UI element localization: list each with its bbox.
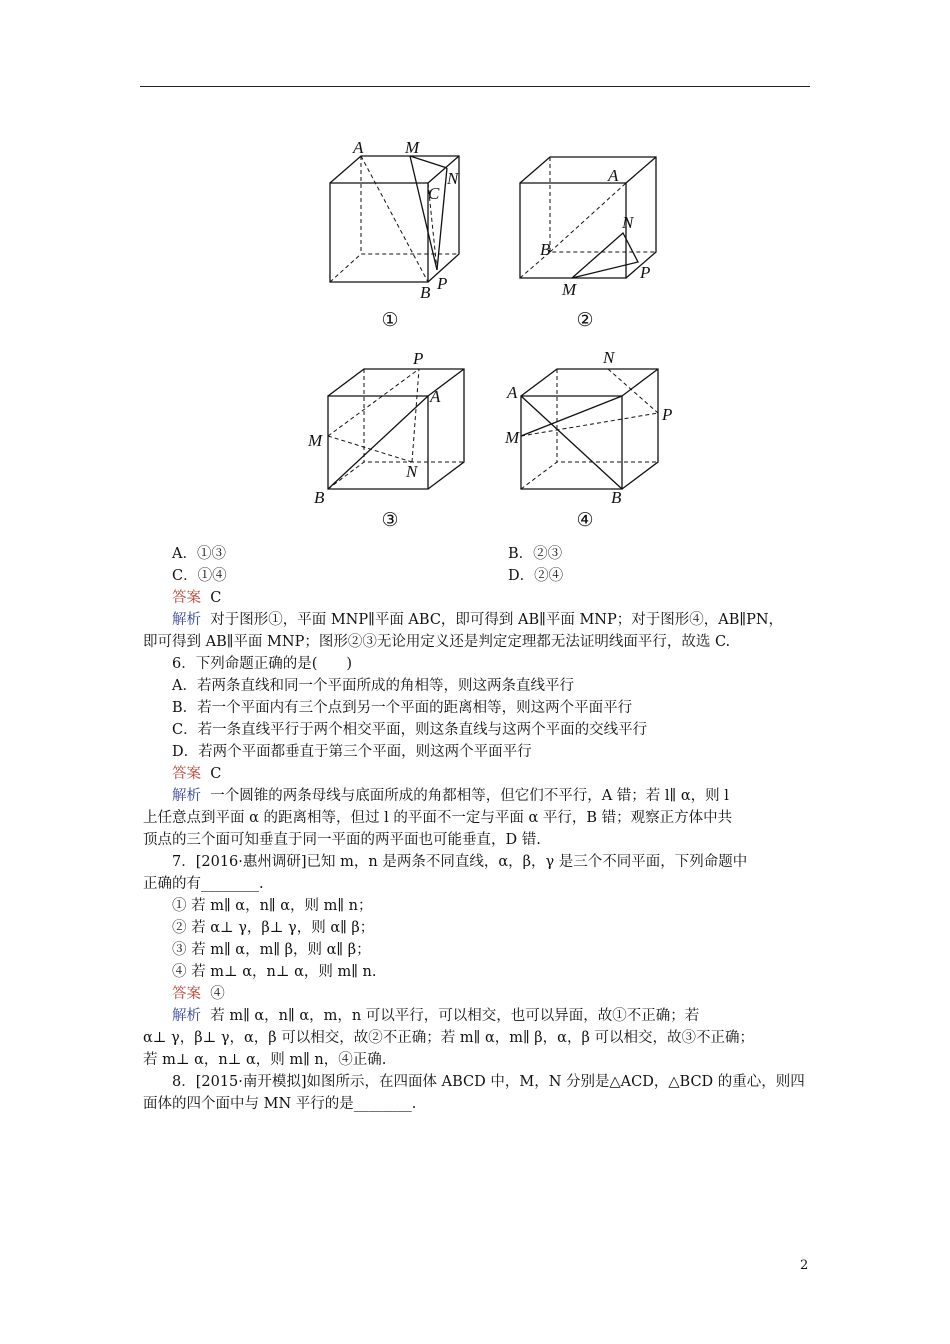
fig2-label-P: P [640, 263, 651, 282]
q7-item-1: ① 若 m∥ α，n∥ α，则 m∥ n； [172, 898, 373, 914]
q7-item-4: ④ 若 m⊥ α，n⊥ α，则 m∥ n. [172, 964, 377, 980]
q5-option-d: D．②④ [508, 568, 564, 584]
fig4-label-P: P [662, 405, 673, 424]
analysis-text: 对于图形①，平面 MNP∥平面 ABC，即可得到 AB∥平面 MNP；对于图形④，AB∥PN， [210, 612, 784, 628]
q7-stem-line1: 7．[2016·惠州调研]已知 m，n 是两条不同直线，α，β，γ 是三个不同平面，下列命题中 [172, 854, 748, 870]
q6-option-d: D．若两个平面都垂直于第三个平面，则这两个平面平行 [172, 744, 532, 760]
q8-stem-line1: 8．[2015·南开模拟]如图所示，在四面体 ABCD 中，M，N 分别是△ACD，△BCD 的重心，则四 [172, 1074, 805, 1090]
fig2-caption: ② [576, 309, 594, 331]
fig4-caption: ④ [576, 509, 594, 531]
figure-3 [305, 342, 470, 507]
fig2-label-B: B [540, 240, 551, 259]
fig4-label-N: N [603, 348, 615, 367]
figure-2 [505, 150, 665, 300]
analysis-label: 解析 [172, 1008, 201, 1024]
q7-stem-line2: 正确的有________. [143, 876, 264, 892]
fig3-caption: ③ [381, 509, 399, 531]
q6-answer [172, 763, 221, 785]
analysis-text: 一个圆锥的两条母线与底面所成的角都相等，但它们不平行，A 错；若 l∥ α，则 l [210, 788, 729, 804]
q6-analysis-line2: 上任意点到平面 α 的距离相等，但过 l 的平面不一定与平面 α 平行，B 错；观察正方体中共 [143, 810, 733, 826]
analysis-text: 若 m∥ α，n∥ α，m，n 可以平行，可以相交，也可以异面，故①不正确；若 [210, 1008, 700, 1024]
q7-answer [172, 983, 225, 1005]
fig1-label-C: C [428, 184, 440, 203]
q8-stem-line2: 面体的四个面中与 MN 平行的是________. [143, 1096, 417, 1112]
answer-label: 答案 [172, 986, 201, 1002]
fig2-label-A: A [608, 166, 619, 185]
answer-label: 答案 [172, 590, 201, 606]
fig4-label-M: M [505, 428, 520, 447]
answer-value: ④ [210, 986, 225, 1002]
q7-analysis-line1 [172, 1005, 699, 1027]
q5-analysis-line2: 即可得到 AB∥平面 MNP；图形②③无论用定义还是判定定理都无法证明线面平行，故选 C. [143, 634, 731, 650]
figure-1 [320, 140, 470, 305]
header-rule [140, 86, 810, 87]
q7-analysis-line3: 若 m⊥ α，n⊥ α，则 m∥ n，④正确. [143, 1052, 387, 1068]
q6-option-a: A．若两条直线和同一个平面所成的角相等，则这两条直线平行 [172, 678, 574, 694]
fig1-label-N: N [447, 169, 459, 188]
q5-analysis-line1 [172, 609, 783, 631]
q5-option-b: B．②③ [508, 546, 563, 562]
figure-4 [500, 342, 680, 507]
fig2-label-M: M [562, 280, 577, 299]
fig3-label-B: B [314, 488, 325, 507]
fig2-label-N: N [622, 213, 634, 232]
answer-label: 答案 [172, 766, 201, 782]
fig3-label-M: M [308, 431, 323, 450]
q6-analysis-line3: 顶点的三个面可知垂直于同一平面的两平面也可能垂直，D 错. [143, 832, 541, 848]
answer-value: C [210, 766, 222, 782]
fig1-caption: ① [381, 309, 399, 331]
q5-option-a: A．①③ [172, 546, 226, 562]
fig4-label-B: B [611, 488, 622, 507]
q7-item-3: ③ 若 m∥ α，m∥ β，则 α∥ β； [172, 942, 371, 958]
analysis-label: 解析 [172, 612, 201, 628]
fig1-label-P: P [437, 274, 448, 293]
analysis-label: 解析 [172, 788, 201, 804]
answer-value: C [210, 590, 222, 606]
fig3-label-P: P [413, 349, 424, 368]
page-number: 2 [800, 1258, 809, 1273]
q5-answer [172, 587, 221, 609]
q6-option-b: B．若一个平面内有三个点到另一个平面的距离相等，则这两个平面平行 [172, 700, 633, 716]
fig3-label-A: A [430, 387, 441, 406]
fig1-label-M: M [405, 140, 420, 157]
q5-option-c: C．①④ [172, 568, 227, 584]
q6-option-c: C．若一条直线平行于两个相交平面，则这条直线与这两个平面的交线平行 [172, 722, 648, 738]
fig3-label-N: N [406, 462, 418, 481]
q7-analysis-line2: α⊥ γ，β⊥ γ，α，β 可以相交，故②不正确；若 m∥ α，m∥ β，α，β 可以相交，故③不正确； [143, 1030, 754, 1046]
q6-stem: 6．下列命题正确的是( ) [172, 656, 353, 672]
q6-analysis-line1 [172, 785, 729, 807]
fig1-label-B: B [420, 283, 431, 302]
fig1-label-A: A [353, 140, 364, 157]
fig4-label-A: A [507, 383, 518, 402]
q7-item-2: ② 若 α⊥ γ，β⊥ γ，则 α∥ β； [172, 920, 375, 936]
